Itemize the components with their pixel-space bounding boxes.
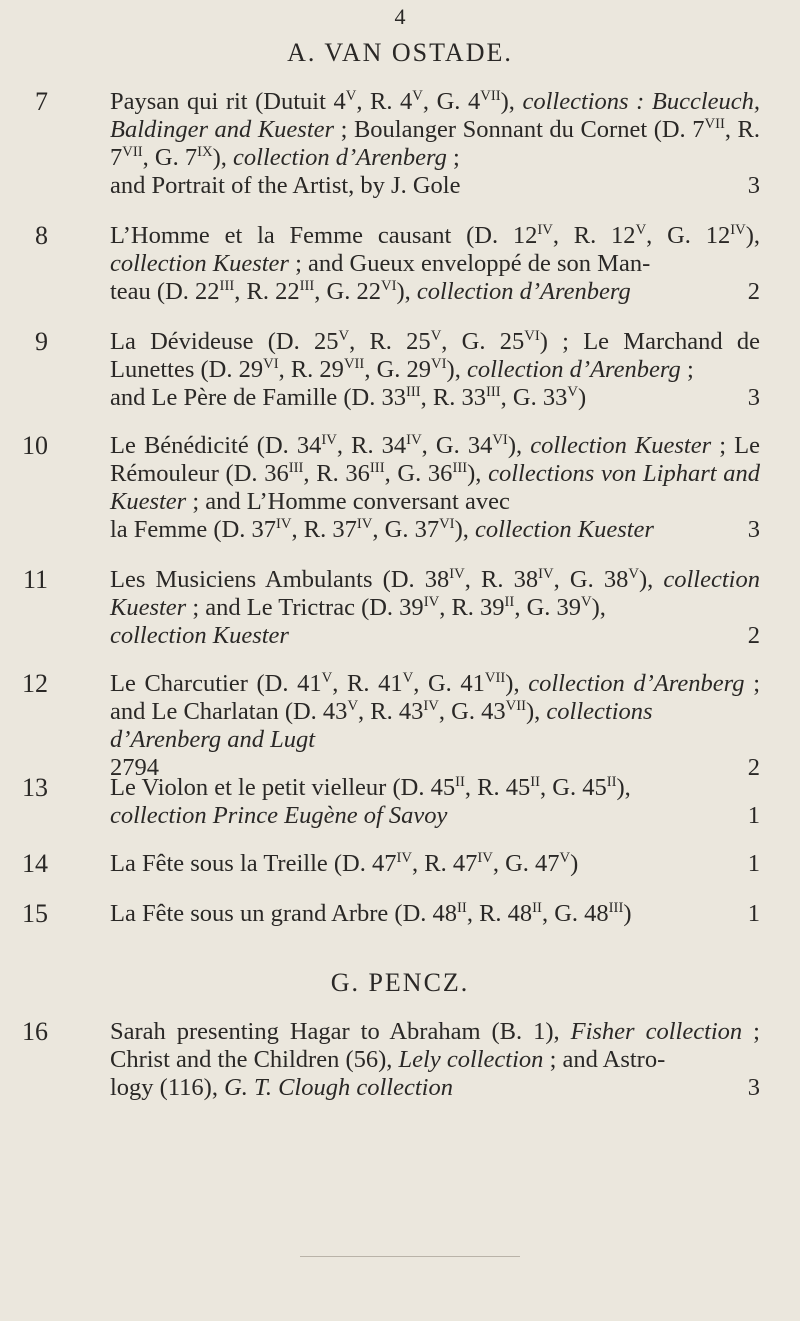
lot-description: Le Charcutier (D. $41^V$, R. $41^V$, G. $41^{VII}$), collection d’Arenberg ; and Le Charlatan (D. $43^V$, R. $43^{IV}$, G. $43^{VII}$), collections d’Arenberg and Lugt 2794 2	[110, 669, 760, 781]
divider-rule	[300, 1256, 520, 1257]
lot-number: 8	[35, 221, 48, 250]
page-number: 4	[394, 4, 406, 29]
lot-quantity: 2	[747, 754, 760, 781]
lot-description: Paysan qui rit (Dutuit $4^V$, R. $4^V$, G. $4^{VII}$), collections : Buccleuch, Baldinger and Kuester ; Boulanger Sonnant du Cornet (D. $7^{VII}$, R. $7^{VII}$, G. $7^{IX}$), collection d’Arenberg ; and Portrait of the Artist, by J. Gole 3	[110, 87, 760, 199]
lot-description: Le Violon et le petit vielleur (D. $45^{II}$, R. $45^{II}$, G. $45^{II}$), collection Prince Eugène of Savoy 1	[110, 773, 760, 829]
lot-quantity: 2	[747, 622, 760, 649]
lot-number: 14	[22, 849, 48, 878]
lot-description: Le Bénédicité (D. $34^{IV}$, R. $34^{IV}$, G. $34^{VI}$), collection Kuester ; Le Rémouleur (D. $36^{III}$, R. $36^{III}$, G. $36^{III}$), collections von Liphart and Kuester ; and L’Homme conversant avec la Femme (D. $37^{IV}$, R. $37^{IV}$, G. $37^{VI}$), collection Kuester 3	[110, 431, 760, 543]
lot-number: 13	[22, 773, 48, 802]
section-title-ostade: A. VAN OSTADE.	[287, 38, 513, 67]
lot-quantity: 1	[747, 850, 760, 877]
lot-quantity: 1	[747, 900, 760, 927]
section-title-pencz: G. PENCZ.	[330, 968, 470, 997]
lot-quantity: 3	[747, 1074, 760, 1101]
lot-number: 15	[22, 899, 48, 928]
lot-quantity: 2	[747, 278, 760, 305]
lot-quantity: 3	[747, 384, 760, 411]
lot-number: 16	[22, 1017, 48, 1046]
lot-description: Les Musiciens Ambulants (D. $38^{IV}$, R. $38^{IV}$, G. $38^V$), collection Kuester ; and Le Trictrac (D. $39^{IV}$, R. $39^{II}$, G. $39^V$), collection Kuester 2	[110, 565, 760, 649]
lot-number: 11	[22, 565, 48, 594]
lot-quantity: 3	[747, 516, 760, 543]
lot-description: La Fête sous la Treille (D. $47^{IV}$, R. $47^{IV}$, G. $47^V$) 1	[110, 849, 760, 877]
lot-number: 7	[35, 87, 48, 116]
lot-number: 12	[22, 669, 48, 698]
lot-number: 9	[35, 327, 48, 356]
lot-description: Sarah presenting Hagar to Abraham (B. 1), Fisher collection ; Christ and the Children (56), Lely collection ; and Astro- logy (116), G. T. Clough collection 3	[110, 1018, 760, 1101]
lot-number: 10	[22, 431, 48, 460]
lot-description: L’Homme et la Femme causant (D. $12^{IV}$, R. $12^V$, G. $12^{IV}$), collection Kuester ; and Gueux enveloppé de son Man- teau (D. $22^{III}$, R. $22^{III}$, G. $22^{VI}$), collection d’Arenberg 2	[110, 221, 760, 305]
lot-quantity: 1	[747, 802, 760, 829]
lot-description: La Fête sous un grand Arbre (D. $48^{II}$, R. $48^{II}$, G. $48^{III}$) 1	[110, 899, 760, 927]
lot-description: La Dévideuse (D. $25^V$, R. $25^V$, G. $25^{VI}$) ; Le Marchand de Lunettes (D. $29^{VI}$, R. $29^{VII}$, G. $29^{VI}$), collection d’Arenberg ; and Le Père de Famille (D. $33^{III}$, R. $33^{III}$, G. $33^V$) 3	[110, 327, 760, 411]
lot-quantity: 3	[747, 172, 760, 199]
